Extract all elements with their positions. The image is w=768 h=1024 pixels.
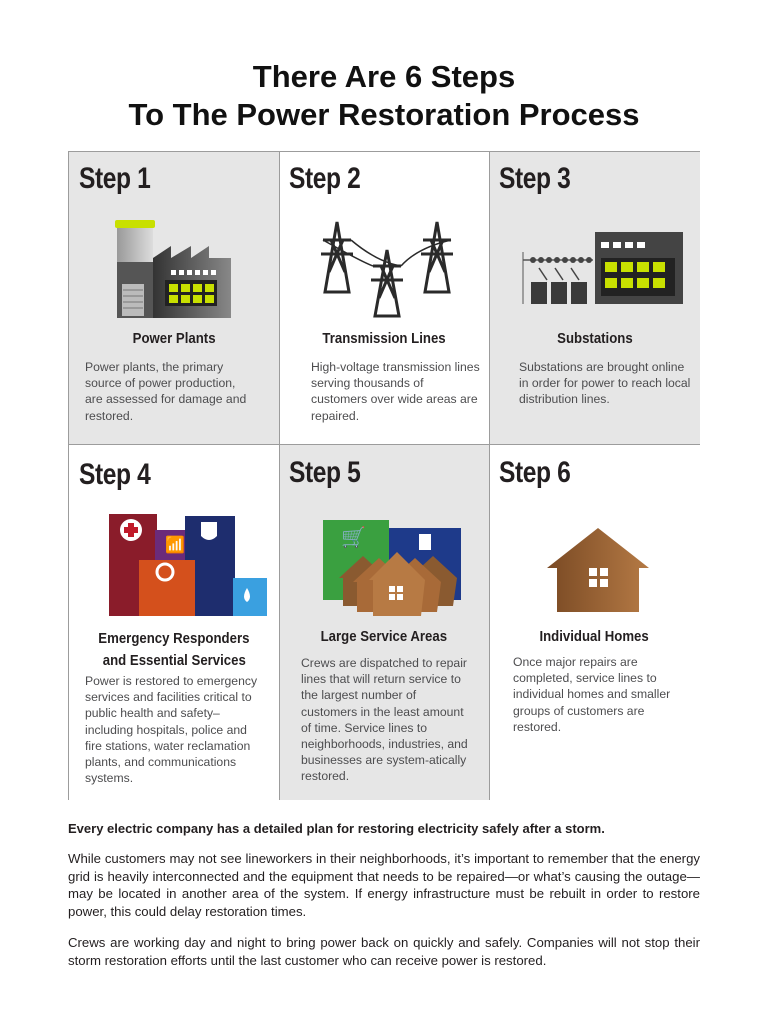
grid-divider	[279, 152, 280, 800]
step-4-label: Step 4	[79, 458, 151, 491]
step-4-card	[69, 444, 279, 800]
body-paragraph-1: While customers may not see lineworkers in their neighborhoods, it’s important to remember that the energy grid is heavily interconnected and the equipment that needs to be repaired—or what’s causing the outage—may be located in another area of the system. If energy infrastructure must be rebuilt in order to restore power, this could delay restoration times.	[68, 851, 700, 919]
step-1-card	[69, 152, 279, 444]
step-2-title: Transmission Lines	[322, 330, 446, 347]
step-3-label: Step 3	[499, 162, 571, 195]
step-4-description: Power is restored to emergency services and facilities critical to public health and safety– including hospitals, police and fire stations, water reclamation plants, and communications systems.	[85, 674, 258, 786]
title-line-1: There Are 6 Steps	[252, 59, 516, 94]
step-6-label: Step 6	[499, 456, 571, 489]
step-6-title: Individual Homes	[539, 628, 650, 645]
title-line-2: To The Power Restoration Process	[128, 97, 640, 132]
step-5-card	[279, 444, 489, 800]
lead-statement: Every electric company has a detailed plan for restoring electricity safely after a storm.	[68, 821, 605, 836]
step-1-label: Step 1	[79, 162, 151, 195]
steps-grid	[68, 151, 700, 800]
step-5-description: Crews are dispatched to repair lines that will return service to the largest number of customers in the least amount of time. Service lines to neighborhoods, industries, and businesses are system-atically restored.	[301, 656, 468, 784]
body-paragraph-2: Crews are working day and night to bring power back on quickly and safely. Companies will not stop their storm restoration efforts until the last customer who can receive power is restored.	[68, 935, 700, 968]
step-2-card	[279, 152, 489, 444]
step-6-description: Once major repairs are completed, service lines to individual homes and smaller groups of customers are restored.	[513, 655, 671, 734]
svg-text:🛒: 🛒	[341, 525, 366, 549]
step-4-title: Emergency Responders and Essential Services	[98, 630, 250, 669]
emergency-services-icon	[109, 512, 269, 618]
step-2-label: Step 2	[289, 162, 361, 195]
grid-divider	[489, 152, 490, 800]
neighborhood-icon	[323, 516, 471, 616]
step-3-description: Substations are brought online in order for power to reach local distribution lines.	[519, 360, 691, 407]
step-3-card	[489, 152, 700, 444]
transmission-tower-icon	[307, 218, 467, 318]
substation-icon	[519, 232, 685, 308]
step-1-title: Power Plants	[132, 330, 216, 347]
grid-divider	[69, 444, 700, 445]
svg-text:📶: 📶	[165, 535, 185, 554]
step-1-description: Power plants, the primary source of power production, are assessed for damage and restored.	[85, 360, 247, 423]
house-icon	[543, 524, 653, 616]
step-6-card	[489, 444, 700, 800]
step-5-label: Step 5	[289, 456, 361, 489]
step-2-description: High-voltage transmission lines serving thousands of customers over wide areas are repaired.	[311, 360, 480, 423]
step-5-title: Large Service Areas	[320, 628, 448, 645]
power-plant-icon	[109, 212, 239, 322]
step-3-title: Substations	[556, 330, 633, 347]
page-title	[0, 58, 768, 134]
